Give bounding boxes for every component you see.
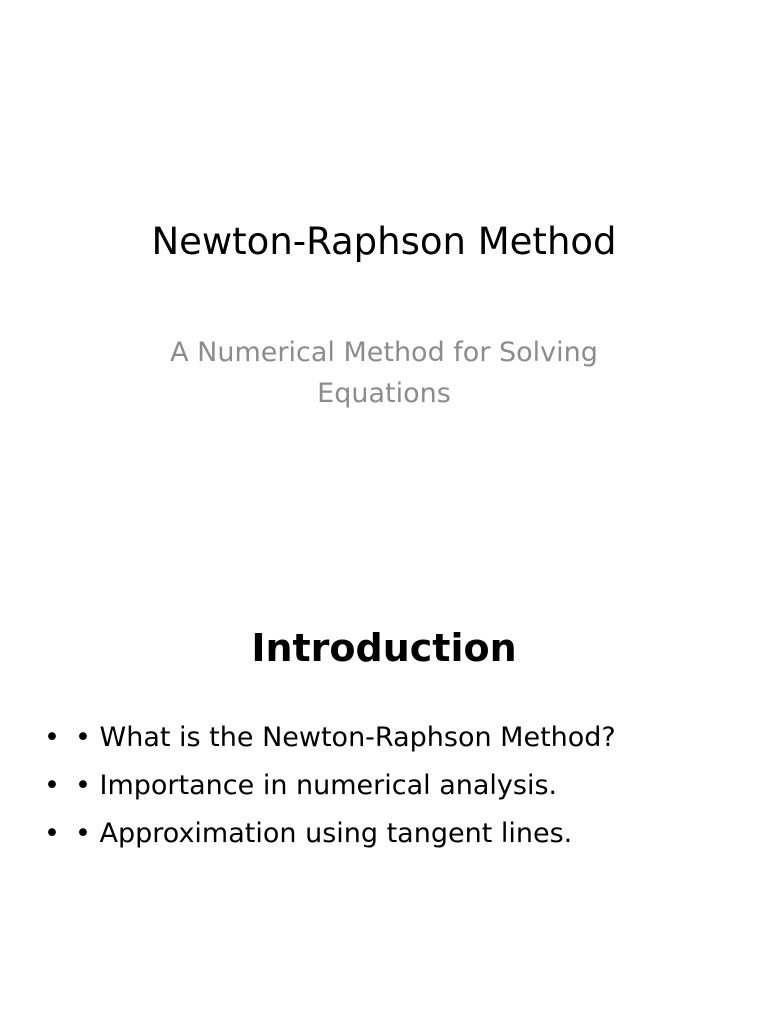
section-title: Introduction bbox=[251, 626, 517, 670]
bullet-list bbox=[44, 714, 616, 858]
subtitle-line-1: A Numerical Method for Solving bbox=[170, 337, 598, 368]
slide-subtitle bbox=[150, 332, 618, 414]
bullet-item: • • Approximation using tangent lines. bbox=[44, 810, 616, 858]
subtitle-line-2: Equations bbox=[317, 378, 451, 409]
bullet-item: • • What is the Newton-Raphson Method? bbox=[44, 714, 616, 762]
bullet-item: • • Importance in numerical analysis. bbox=[44, 762, 616, 810]
slide-title: Newton-Raphson Method bbox=[151, 220, 617, 263]
